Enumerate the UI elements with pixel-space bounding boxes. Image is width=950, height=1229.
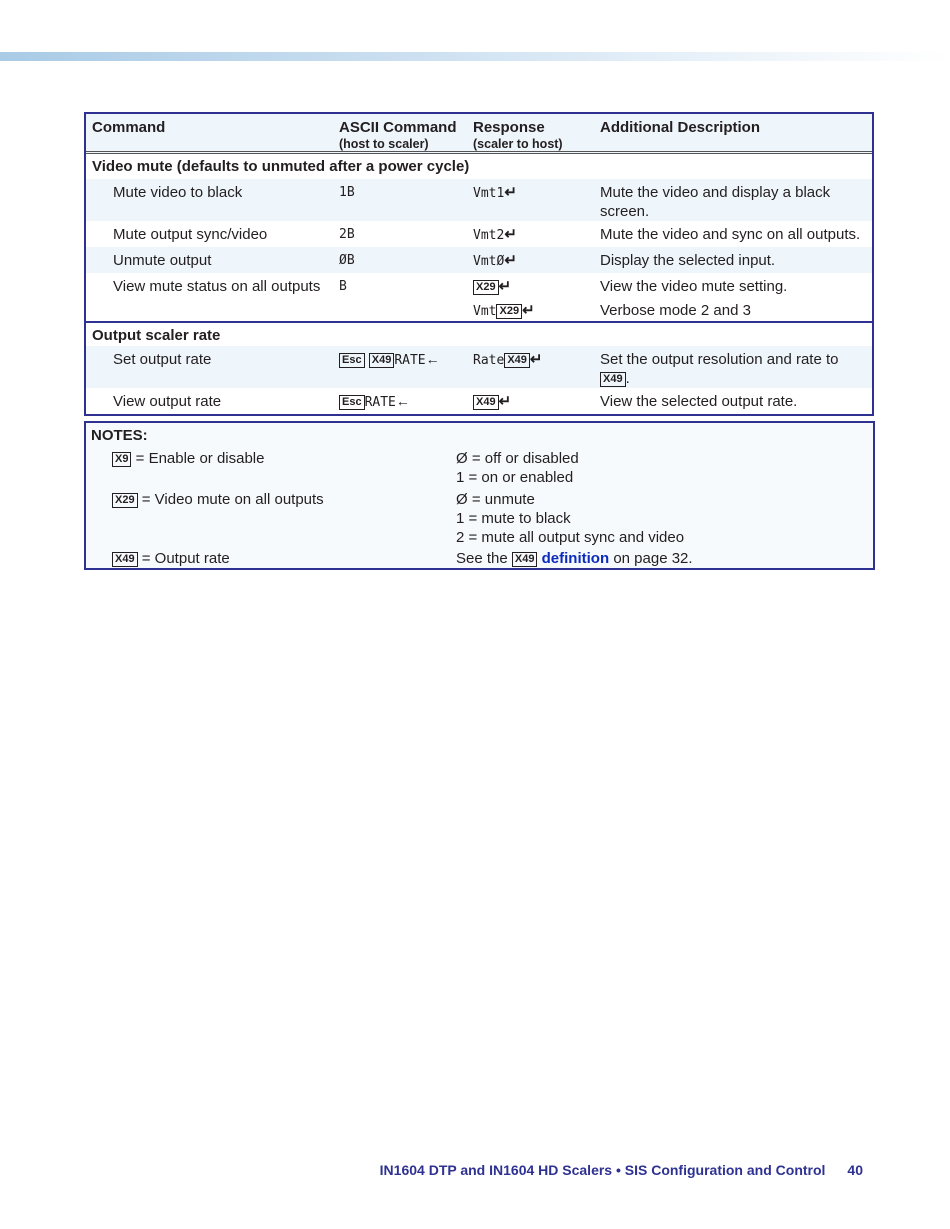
- row-command: View mute status on all outputs: [113, 278, 321, 295]
- row-response-verbose: Vmt X29 ↵: [473, 302, 535, 319]
- variable-box: X29: [473, 280, 499, 295]
- row-response: Vmt2↵: [473, 226, 517, 243]
- row-command: Unmute output: [113, 252, 212, 269]
- table-header: [86, 114, 872, 154]
- note-x9-label: X9 = Enable or disable: [112, 449, 264, 468]
- row-description: View the selected output rate.: [600, 393, 798, 410]
- row-ascii: 2B: [339, 227, 355, 242]
- row-command: View output rate: [113, 393, 222, 410]
- notes-title: NOTES:: [91, 427, 148, 444]
- row-response: [473, 392, 511, 411]
- note-x29-label: X29 = Video mute on all outputs: [112, 490, 324, 509]
- page-footer: [380, 1162, 863, 1178]
- enter-return-icon: ↵: [504, 184, 517, 201]
- enter-return-icon: ↵: [504, 226, 517, 243]
- variable-box: X49: [473, 395, 499, 410]
- row-ascii: ØB: [339, 253, 355, 268]
- variable-box: X49: [112, 552, 138, 567]
- note-value: Ø = unmute: [456, 491, 535, 508]
- row-ascii: Esc X49 RATE←: [339, 350, 440, 370]
- footer-title: IN1604 DTP and IN1604 HD Scalers • SIS Configuration and Control: [379, 1162, 826, 1178]
- row-response: Rate X49 ↵: [473, 351, 543, 368]
- top-gradient-bar: [0, 52, 950, 61]
- table-row: [86, 221, 872, 247]
- row-description: Mute the video and sync on all outputs.: [600, 226, 861, 243]
- variable-box: X29: [496, 304, 522, 319]
- notes-box: [84, 421, 875, 570]
- definition-link[interactable]: definition: [541, 550, 610, 567]
- enter-return-icon: ↵: [522, 302, 535, 319]
- row-command: Set output rate: [113, 351, 212, 368]
- table-row: [86, 346, 872, 388]
- table-row: [86, 247, 872, 273]
- esc-key-box: Esc: [339, 353, 365, 368]
- table-row: [86, 388, 872, 414]
- section-title: Video mute (defaults to unmuted after a power cycle): [92, 158, 470, 175]
- row-description: Mute the video and display a black screen.: [600, 184, 831, 220]
- left-arrow-icon: ←: [425, 351, 440, 367]
- page-number: 40: [847, 1162, 863, 1178]
- enter-return-icon: ↵: [504, 252, 517, 269]
- esc-key-box: Esc: [339, 395, 365, 410]
- row-ascii: B: [339, 279, 347, 294]
- variable-box: X49: [600, 372, 626, 387]
- row-command: Mute output sync/video: [113, 226, 268, 243]
- section-title: Output scaler rate: [92, 327, 221, 344]
- variable-box: X49: [504, 353, 530, 368]
- note-value: 2 = mute all output sync and video: [456, 529, 685, 546]
- col-ascii-header: ASCII Command (host to scaler): [339, 119, 457, 151]
- note-value: Ø = off or disabled: [456, 450, 579, 467]
- table-row: [86, 273, 872, 321]
- variable-box: X49: [512, 552, 538, 567]
- row-description: Set the output resolution and rate to X49 .: [600, 351, 839, 387]
- row-description: View the video mute setting.: [600, 278, 788, 295]
- enter-return-icon: ↵: [498, 393, 512, 410]
- enter-return-icon: ↵: [529, 351, 543, 368]
- col-command-header: Command: [92, 119, 166, 136]
- row-response: [473, 277, 511, 296]
- row-description-verbose: Verbose mode 2 and 3: [600, 302, 751, 319]
- command-table: [84, 112, 874, 416]
- note-x49-see: See the X49 definition on page 32.: [456, 550, 693, 567]
- variable-box: X29: [112, 493, 138, 508]
- row-description: Display the selected input.: [600, 252, 776, 269]
- col-response-header: Response (scaler to host): [473, 119, 563, 151]
- row-response: VmtØ↵: [473, 252, 517, 269]
- left-arrow-icon: ←: [395, 393, 410, 409]
- row-ascii: Esc RATE←: [339, 392, 410, 412]
- variable-box: X49: [369, 353, 395, 368]
- row-response: Vmt1↵: [473, 184, 517, 201]
- row-ascii: 1B: [339, 185, 355, 200]
- variable-box: X9: [112, 452, 131, 467]
- section-output-rate: [86, 321, 872, 346]
- section-video-mute: [86, 154, 872, 179]
- row-command: Mute video to black: [113, 184, 243, 201]
- note-value: 1 = on or enabled: [456, 469, 574, 486]
- note-x49-label: X49 = Output rate: [112, 549, 230, 568]
- enter-return-icon: ↵: [498, 278, 512, 295]
- note-value: 1 = mute to black: [456, 510, 571, 527]
- col-description-header: Additional Description: [600, 119, 761, 136]
- table-row: [86, 179, 872, 221]
